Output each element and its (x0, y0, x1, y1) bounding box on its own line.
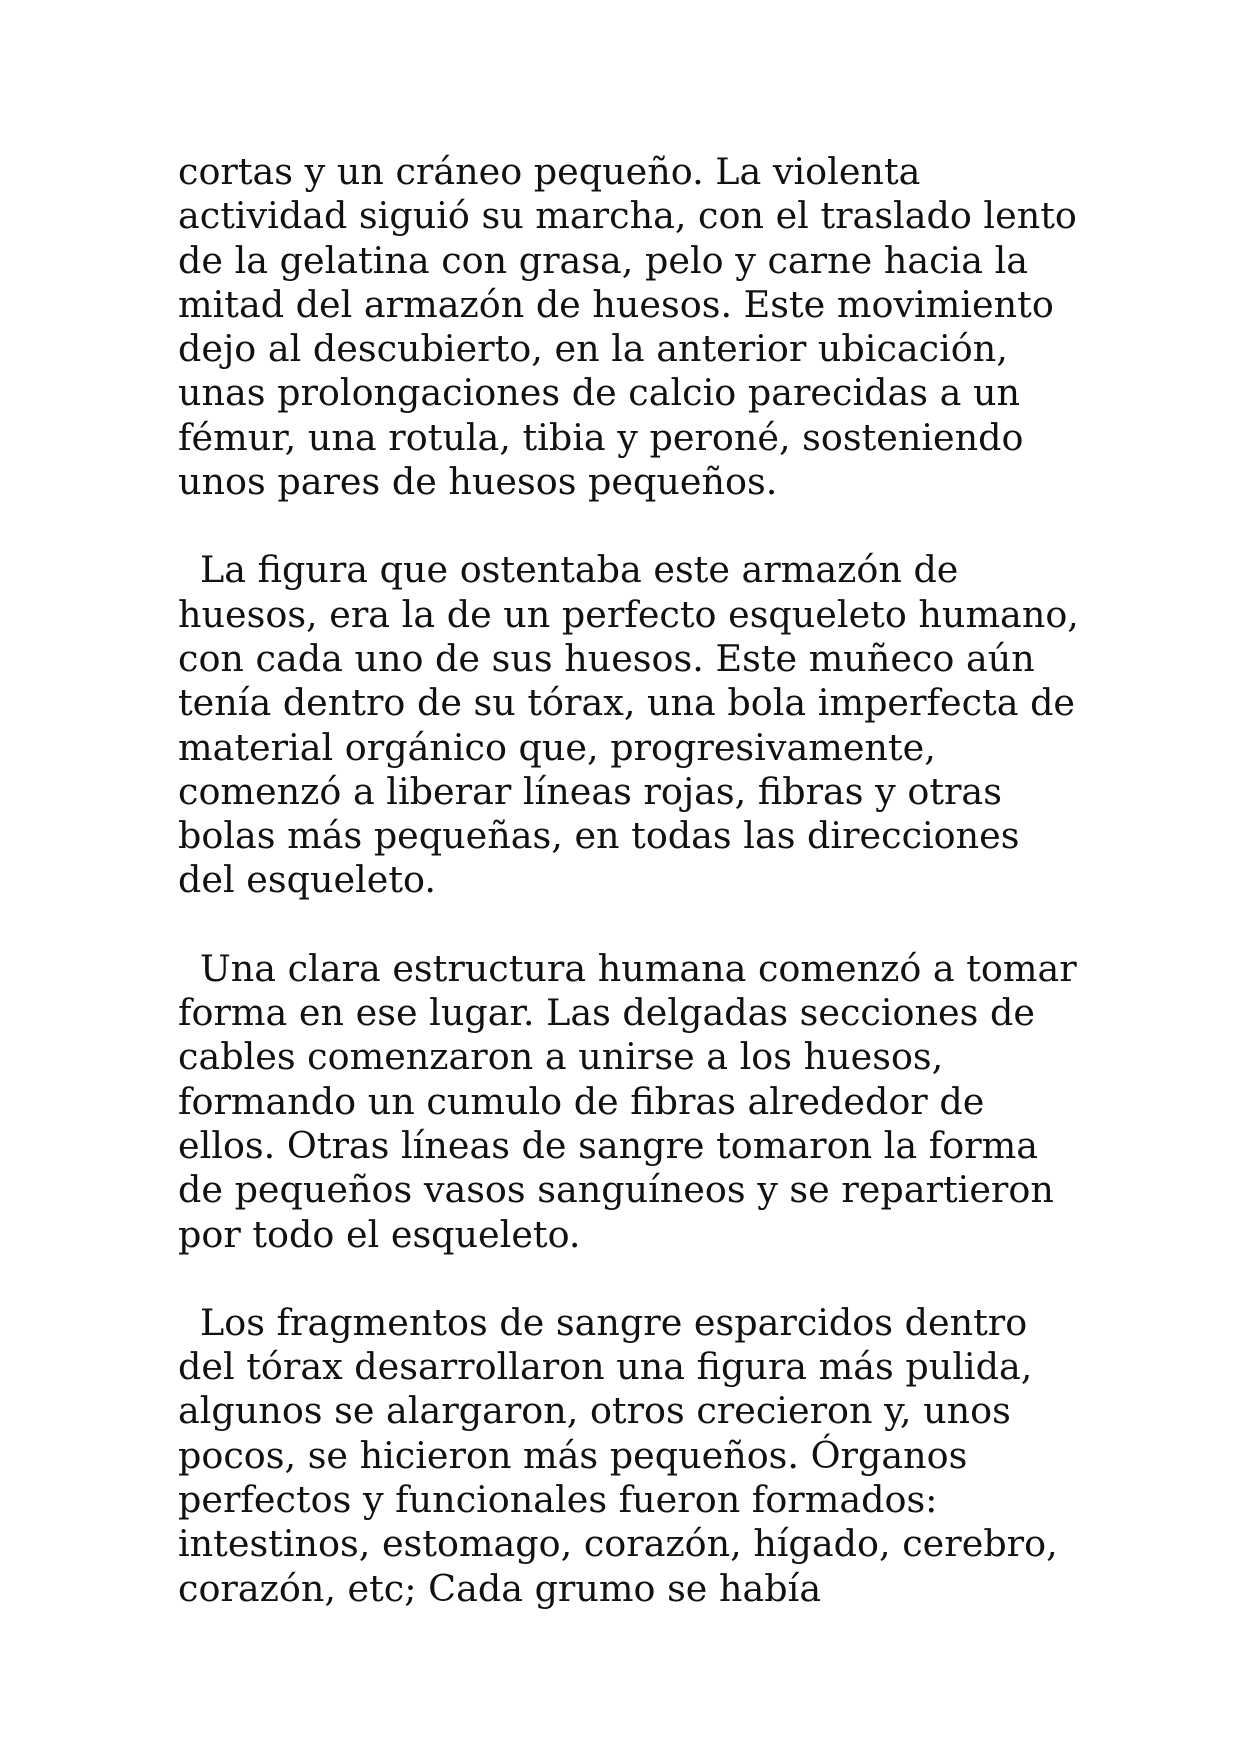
text-line: bolas más pequeñas, en todas las direcciones (178, 814, 1020, 858)
body-text (178, 150, 1078, 1655)
paragraph-2 (178, 548, 1078, 902)
text-line: mitad del armazón de huesos. Este movimiento (178, 282, 1054, 326)
text-line: intestinos, estomago, corazón, hígado, cerebro, (178, 1522, 1058, 1566)
text-line: tenía dentro de su tórax, una bola imperfecta de (178, 681, 1076, 725)
paragraph-4 (178, 1301, 1078, 1611)
text-line: comenzó a liberar líneas rojas, fibras y otras (178, 769, 1002, 813)
text-line: cortas y un cráneo pequeño. La violenta (178, 150, 921, 193)
text-line: corazón, etc; Cada grumo se había (178, 1566, 822, 1610)
text-line: forma en ese lugar. Las delgadas secciones de (178, 991, 1035, 1035)
text-line: de pequeños vasos sanguíneos y se repartieron (178, 1168, 1054, 1212)
text-line: perfectos y funcionales fueron formados: (178, 1478, 938, 1522)
text-line: de la gelatina con grasa, pelo y carne hacia la (178, 238, 1028, 282)
text-line: algunos se alargaron, otros crecieron y, unos (178, 1389, 1011, 1433)
text-line: actividad siguió su marcha, con el traslado lento (178, 194, 1077, 238)
text-line: Los fragmentos de sangre esparcidos dentro (200, 1300, 1028, 1344)
text-line: pocos, se hicieron más pequeños. Órganos (178, 1433, 968, 1477)
paragraph-1 (178, 150, 1078, 504)
paragraph-3 (178, 947, 1078, 1257)
text-line: por todo el esqueleto. (178, 1212, 581, 1256)
text-line: ellos. Otras líneas de sangre tomaron la forma (178, 1123, 1039, 1167)
text-line: Una clara estructura humana comenzó a tomar (200, 946, 1077, 990)
text-line: fémur, una rotula, tibia y peroné, sosteniendo (178, 415, 1024, 459)
text-line: La figura que ostentaba este armazón de (200, 548, 959, 592)
text-line: material orgánico que, progresivamente, (178, 725, 936, 769)
text-line: con cada uno de sus huesos. Este muñeco aún (178, 636, 1035, 680)
text-line: del esqueleto. (178, 858, 436, 902)
text-line: dejo al descubierto, en la anterior ubicación, (178, 327, 1008, 371)
text-line: unos pares de huesos pequeños. (178, 460, 778, 504)
text-line: unas prolongaciones de calcio parecidas a un (178, 371, 1020, 415)
text-line: huesos, era la de un perfecto esqueleto humano, (178, 592, 1079, 636)
text-line: del tórax desarrollaron una figura más pulida, (178, 1345, 1033, 1389)
text-line: cables comenzaron a unirse a los huesos, (178, 1035, 944, 1079)
text-line: formando un cumulo de fibras alrededor de (178, 1079, 985, 1123)
